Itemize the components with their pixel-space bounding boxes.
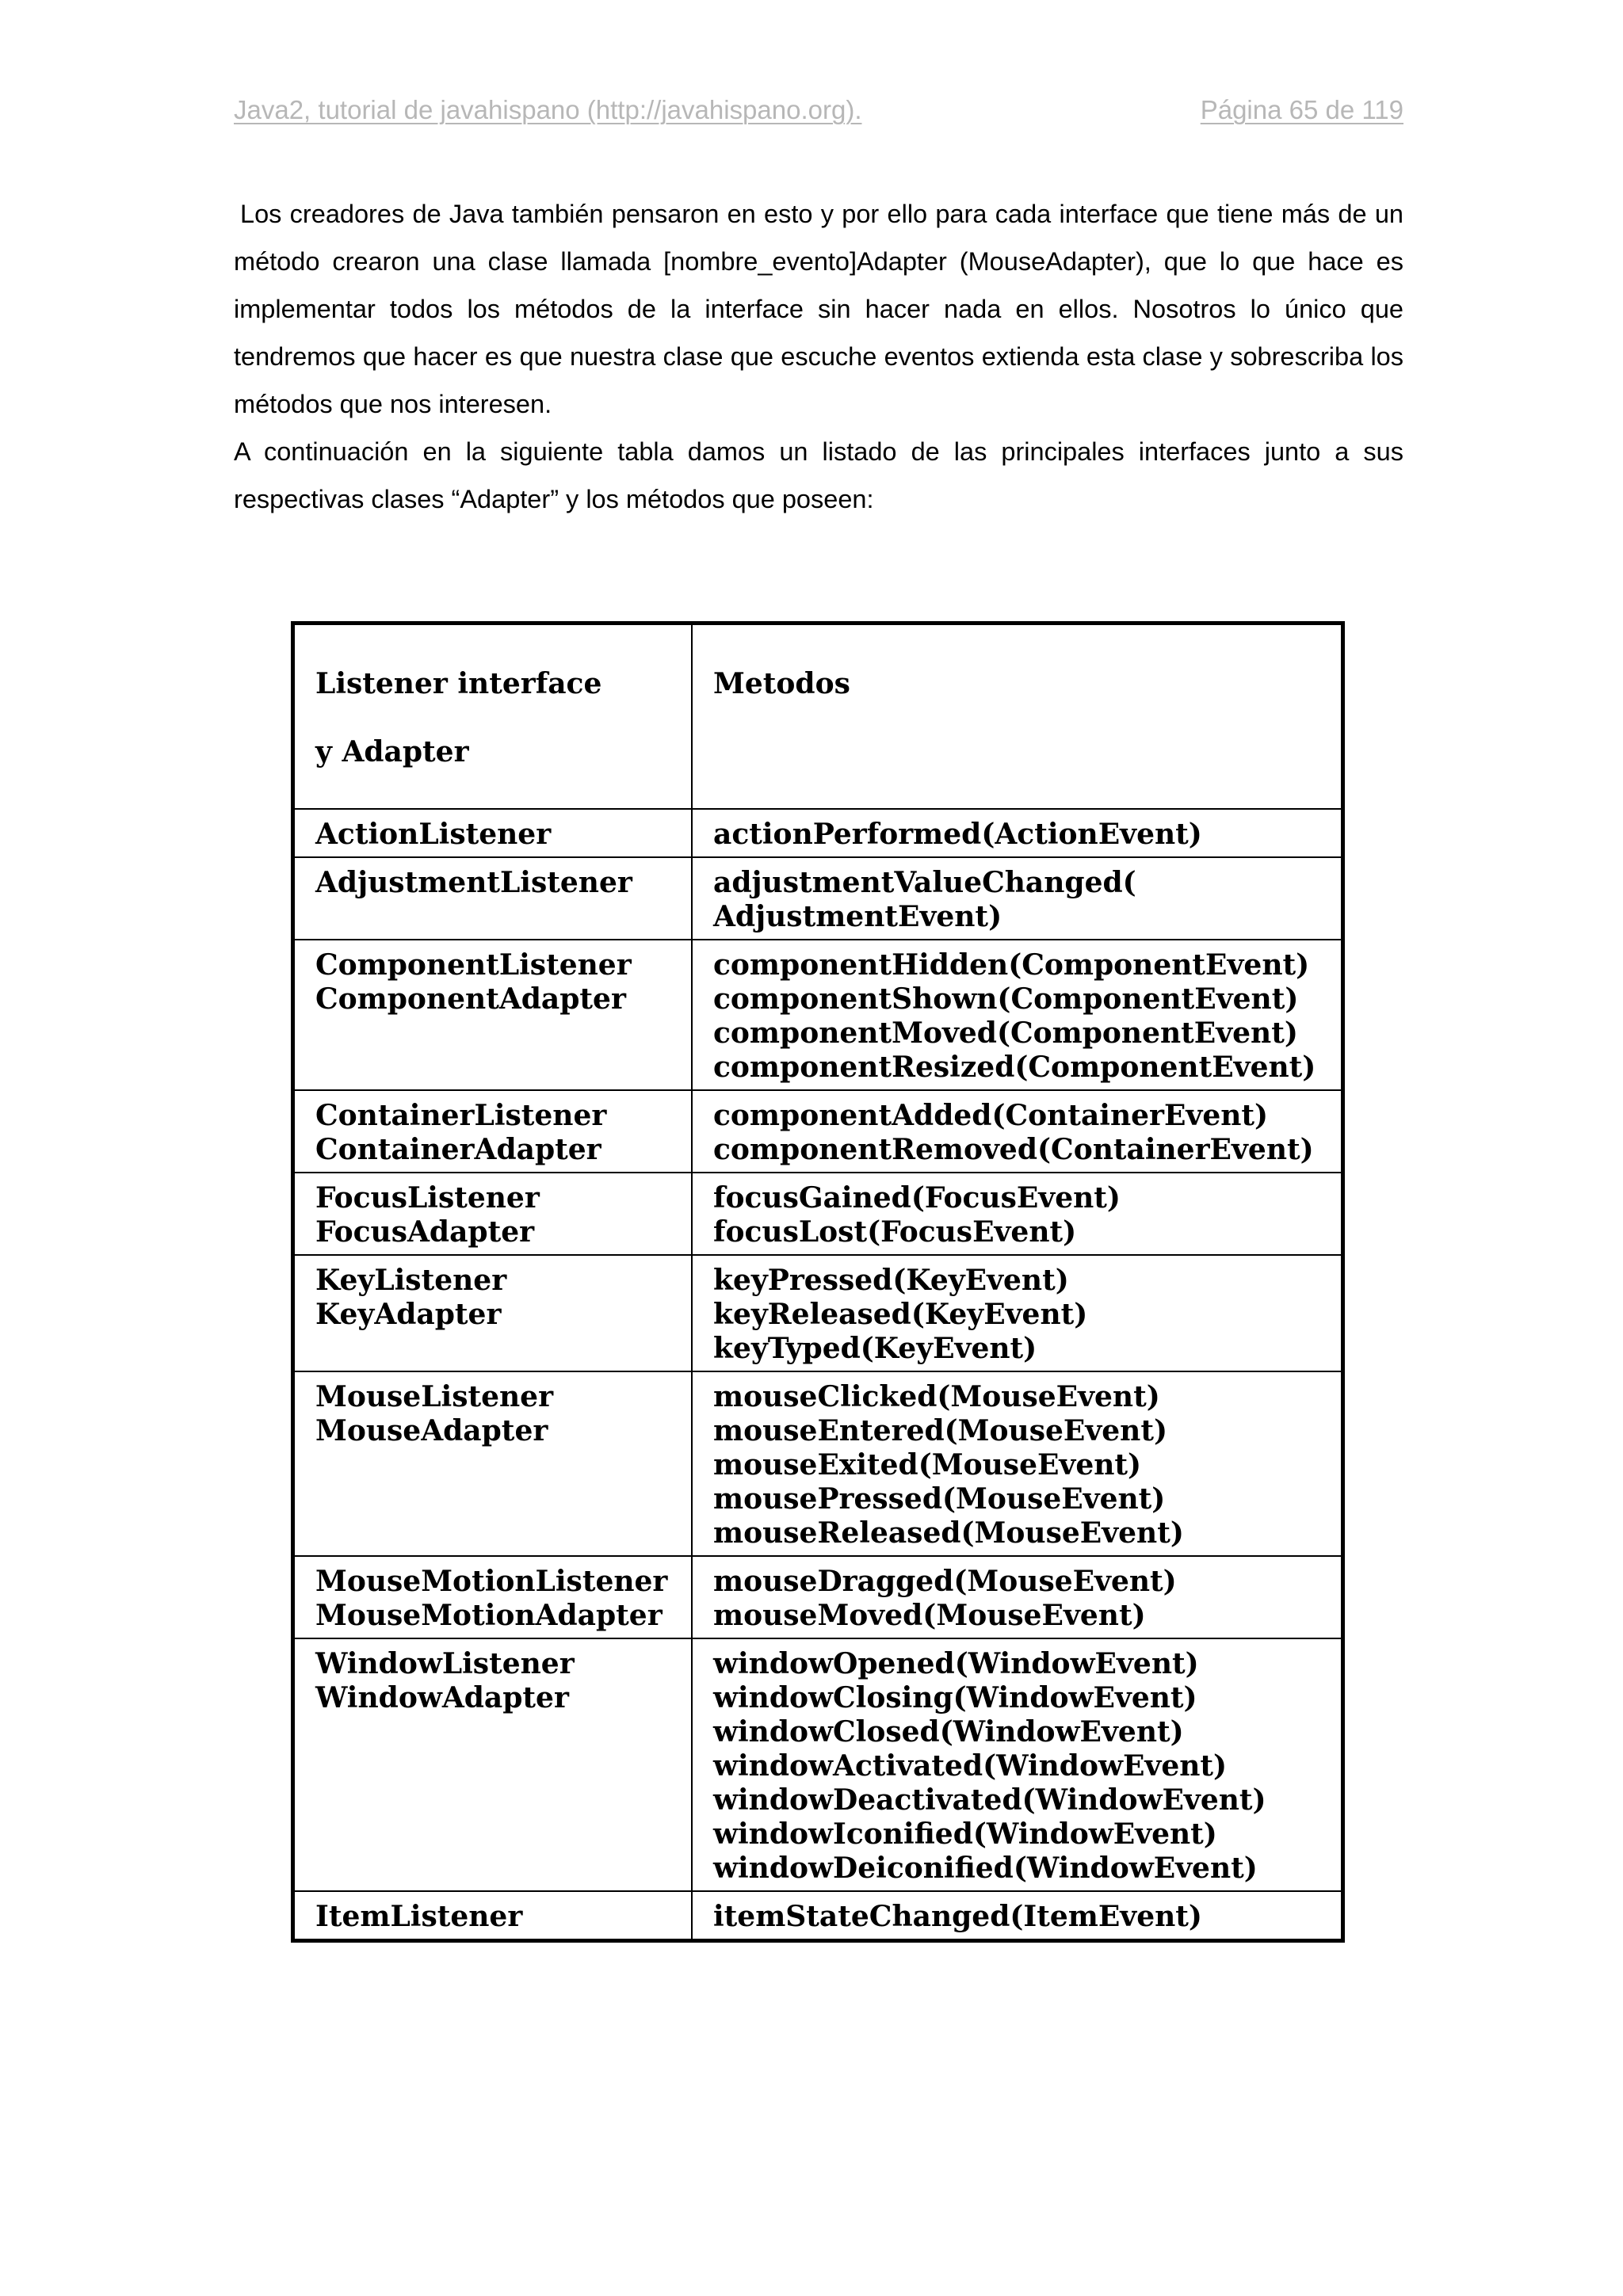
methods-cell	[692, 1891, 1343, 1941]
page-number: Página 65 de 119	[1200, 95, 1403, 124]
header-cell-methods	[692, 624, 1343, 810]
method-signature: mouseDragged(MouseEvent)	[713, 1565, 1177, 1598]
listener-name: MouseMotionAdapter	[315, 1599, 663, 1632]
table-header-row	[293, 624, 1343, 810]
methods-cell	[692, 857, 1343, 940]
method-signature: AdjustmentEvent)	[713, 900, 1002, 933]
method-signature: keyTyped(KeyEvent)	[713, 1332, 1037, 1365]
listener-cell	[293, 1638, 693, 1891]
methods-cell	[692, 1638, 1343, 1891]
method-signature: componentAdded(ContainerEvent)	[713, 1099, 1269, 1132]
method-signature: keyPressed(KeyEvent)	[713, 1264, 1069, 1297]
listener-name: KeyAdapter	[315, 1298, 502, 1331]
header-listener-line: Listener interface	[315, 667, 602, 700]
methods-cell	[692, 1556, 1343, 1638]
listener-name: WindowListener	[315, 1647, 575, 1680]
listener-name: ActionListener	[315, 818, 552, 851]
table-row	[293, 1371, 1343, 1556]
method-signature: actionPerformed(ActionEvent)	[713, 818, 1202, 851]
method-signature: windowClosing(WindowEvent)	[713, 1681, 1197, 1714]
listener-name: AdjustmentListener	[315, 866, 632, 899]
method-signature: adjustmentValueChanged(	[713, 866, 1136, 899]
method-signature: componentHidden(ComponentEvent)	[713, 948, 1310, 982]
listener-cell	[293, 857, 693, 940]
table-row	[293, 1090, 1343, 1173]
method-signature: componentRemoved(ContainerEvent)	[713, 1133, 1314, 1166]
table-row	[293, 1891, 1343, 1941]
listener-table-body	[293, 624, 1343, 1941]
header-listener-line: y Adapter	[315, 735, 469, 769]
method-signature: componentShown(ComponentEvent)	[713, 982, 1299, 1016]
method-signature: focusLost(FocusEvent)	[713, 1215, 1077, 1249]
listener-name: MouseAdapter	[315, 1414, 548, 1447]
table-row	[293, 857, 1343, 940]
method-signature: windowDeactivated(WindowEvent)	[713, 1783, 1266, 1817]
table-row	[293, 1255, 1343, 1371]
method-signature: windowIconified(WindowEvent)	[713, 1817, 1217, 1851]
listener-name: ItemListener	[315, 1900, 523, 1933]
method-signature: componentMoved(ComponentEvent)	[713, 1016, 1298, 1050]
table-row	[293, 940, 1343, 1090]
listener-name: ComponentListener	[315, 948, 632, 982]
method-signature: mouseMoved(MouseEvent)	[713, 1599, 1146, 1632]
methods-cell	[692, 809, 1343, 857]
listener-cell	[293, 1255, 693, 1371]
paragraph-intro: Los creadores de Java también pensaron en esto y por ello para cada interface que tiene más de un método crearon una clase llamada [nombre_evento]Adapter (MouseAdapter), que lo que hace es implementar todos los métodos de la interface sin hacer nada en ellos. Nosotros lo único que tendremos que hacer es que nuestra clase que escuche eventos extienda esta clase y sobrescriba los métodos que nos interesen.	[234, 200, 1403, 418]
method-signature: mouseReleased(MouseEvent)	[713, 1516, 1184, 1550]
listener-name: ContainerAdapter	[315, 1133, 601, 1166]
method-signature: mouseClicked(MouseEvent)	[713, 1380, 1160, 1413]
method-signature: componentResized(ComponentEvent)	[713, 1051, 1316, 1084]
method-signature: windowDeiconified(WindowEvent)	[713, 1852, 1258, 1885]
listener-cell	[293, 809, 693, 857]
methods-cell	[692, 1371, 1343, 1556]
listener-cell	[293, 1371, 693, 1556]
methods-cell	[692, 1173, 1343, 1255]
method-signature: windowClosed(WindowEvent)	[713, 1715, 1184, 1749]
methods-cell	[692, 1255, 1343, 1371]
method-signature: mouseEntered(MouseEvent)	[713, 1414, 1167, 1447]
table-row	[293, 1556, 1343, 1638]
listener-cell	[293, 1556, 693, 1638]
listener-name: MouseMotionListener	[315, 1565, 668, 1598]
method-signature: windowActivated(WindowEvent)	[713, 1749, 1228, 1783]
body-text	[234, 190, 1403, 523]
listener-cell	[293, 940, 693, 1090]
page-header	[234, 95, 1403, 135]
listener-name: KeyListener	[315, 1264, 507, 1297]
listener-name: MouseListener	[315, 1380, 554, 1413]
header-methods-line: Metodos	[713, 667, 850, 700]
listener-name: FocusAdapter	[315, 1215, 535, 1249]
header-cell-listener	[293, 624, 693, 810]
method-signature: keyReleased(KeyEvent)	[713, 1298, 1088, 1331]
paragraph-table-intro: A continuación en la siguiente tabla damos un listado de las principales interfaces junto a sus respectivas clases “Adapter” y los métodos que poseen:	[234, 437, 1403, 513]
listener-cell	[293, 1090, 693, 1173]
table-row	[293, 1173, 1343, 1255]
listener-cell	[293, 1173, 693, 1255]
listener-table	[291, 621, 1345, 1943]
method-signature: windowOpened(WindowEvent)	[713, 1647, 1199, 1680]
listener-name: WindowAdapter	[315, 1681, 569, 1714]
table-row	[293, 809, 1343, 857]
method-signature: itemStateChanged(ItemEvent)	[713, 1900, 1202, 1933]
methods-cell	[692, 940, 1343, 1090]
listener-name: FocusListener	[315, 1181, 540, 1215]
listener-cell	[293, 1891, 693, 1941]
methods-cell	[692, 1090, 1343, 1173]
table-row	[293, 1638, 1343, 1891]
method-signature: mousePressed(MouseEvent)	[713, 1482, 1166, 1516]
method-signature: mouseExited(MouseEvent)	[713, 1448, 1142, 1482]
method-signature: focusGained(FocusEvent)	[713, 1181, 1121, 1215]
listener-name: ComponentAdapter	[315, 982, 626, 1016]
listener-name: ContainerListener	[315, 1099, 607, 1132]
header-title: Java2, tutorial de javahispano (http://javahispano.org).	[234, 95, 862, 124]
